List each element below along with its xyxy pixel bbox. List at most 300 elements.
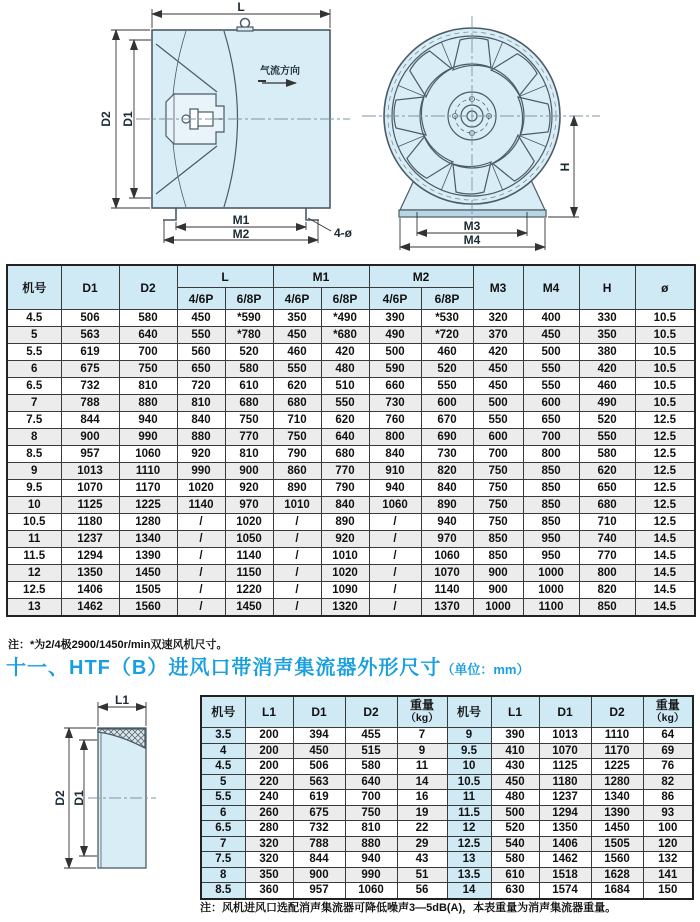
col-weight-right: 重量 （kg） bbox=[643, 696, 693, 728]
model-cell: 7 bbox=[201, 836, 245, 852]
value-cell: 1110 bbox=[591, 728, 643, 744]
value-cell: 12.5 bbox=[635, 480, 695, 497]
value-cell: 650 bbox=[177, 361, 225, 378]
value-cell: 610 bbox=[491, 867, 539, 883]
value-cell: 12 bbox=[447, 821, 491, 837]
collector-body bbox=[88, 728, 156, 868]
value-cell: 9.5 bbox=[447, 743, 491, 759]
value-cell: 840 bbox=[369, 446, 421, 463]
table-row bbox=[7, 446, 695, 463]
value-cell: 750 bbox=[473, 514, 523, 531]
value-cell: 550 bbox=[579, 429, 635, 446]
value-cell: 660 bbox=[369, 378, 421, 395]
value-cell: 100 bbox=[643, 821, 693, 837]
value-cell: 520 bbox=[421, 361, 473, 378]
col-h: H bbox=[579, 265, 635, 310]
model-cell: 12 bbox=[7, 565, 61, 582]
dim-L-label: L bbox=[237, 0, 245, 14]
value-cell: 1280 bbox=[591, 774, 643, 790]
value-cell: 920 bbox=[225, 480, 273, 497]
value-cell: 750 bbox=[473, 497, 523, 514]
value-cell: 320 bbox=[245, 852, 293, 868]
value-cell: 920 bbox=[177, 446, 225, 463]
value-cell: / bbox=[369, 531, 421, 548]
value-cell: 10.5 bbox=[635, 361, 695, 378]
value-cell: 840 bbox=[421, 480, 473, 497]
dim-D2-label-bottom: D2 bbox=[53, 790, 67, 806]
col-model-right: 机号 bbox=[447, 696, 491, 728]
value-cell: 260 bbox=[245, 805, 293, 821]
value-cell: 120 bbox=[643, 836, 693, 852]
value-cell: 1125 bbox=[61, 497, 119, 514]
value-cell: 1140 bbox=[177, 497, 225, 514]
value-cell: 1010 bbox=[321, 548, 369, 565]
value-cell: 710 bbox=[579, 514, 635, 531]
dim-H-label: H bbox=[558, 162, 572, 172]
value-cell: 1462 bbox=[61, 599, 119, 617]
dim-D1-label: D1 bbox=[121, 111, 135, 127]
model-cell: 10 bbox=[7, 497, 61, 514]
value-cell: / bbox=[177, 599, 225, 617]
value-cell: 11 bbox=[397, 759, 447, 775]
value-cell: 1170 bbox=[119, 480, 177, 497]
fan-technical-drawing bbox=[0, 0, 700, 262]
value-cell: 460 bbox=[579, 378, 635, 395]
value-cell: 910 bbox=[369, 463, 421, 480]
value-cell: / bbox=[369, 548, 421, 565]
value-cell: 390 bbox=[369, 310, 421, 327]
col-m1-68p: 6/8P bbox=[321, 288, 369, 310]
value-cell: 580 bbox=[345, 759, 397, 775]
value-cell: 1070 bbox=[421, 565, 473, 582]
value-cell: 1628 bbox=[591, 867, 643, 883]
value-cell: 1180 bbox=[539, 774, 591, 790]
value-cell: 82 bbox=[643, 774, 693, 790]
value-cell: 500 bbox=[523, 344, 579, 361]
value-cell: 12.5 bbox=[635, 429, 695, 446]
model-cell: 9.5 bbox=[7, 480, 61, 497]
model-cell: 5 bbox=[201, 774, 245, 790]
value-cell: 675 bbox=[293, 805, 345, 821]
value-cell: 1406 bbox=[61, 582, 119, 599]
value-cell: 14 bbox=[447, 883, 491, 899]
value-cell: / bbox=[273, 514, 321, 531]
value-cell: 880 bbox=[345, 836, 397, 852]
value-cell: 880 bbox=[177, 429, 225, 446]
value-cell: 240 bbox=[245, 790, 293, 806]
value-cell: 10.5 bbox=[635, 327, 695, 344]
value-cell: 550 bbox=[421, 378, 473, 395]
value-cell: 730 bbox=[369, 395, 421, 412]
value-cell: 1000 bbox=[473, 599, 523, 617]
dim-L1-label: L1 bbox=[114, 693, 130, 707]
value-cell: 700 bbox=[119, 344, 177, 361]
value-cell: 1505 bbox=[119, 582, 177, 599]
lifting-lug bbox=[237, 19, 253, 32]
table-row bbox=[201, 743, 693, 759]
value-cell: 450 bbox=[473, 378, 523, 395]
value-cell: 500 bbox=[473, 395, 523, 412]
value-cell: 450 bbox=[293, 743, 345, 759]
value-cell: 1320 bbox=[321, 599, 369, 617]
value-cell: 1370 bbox=[421, 599, 473, 617]
table-row bbox=[7, 361, 695, 378]
value-cell: 1518 bbox=[539, 867, 591, 883]
value-cell: 93 bbox=[643, 805, 693, 821]
value-cell: 620 bbox=[579, 463, 635, 480]
value-cell: 360 bbox=[245, 883, 293, 899]
value-cell: 1450 bbox=[225, 599, 273, 617]
table-row bbox=[201, 821, 693, 837]
value-cell: 890 bbox=[421, 497, 473, 514]
value-cell: 69 bbox=[643, 743, 693, 759]
value-cell: 850 bbox=[473, 548, 523, 565]
value-cell: 680 bbox=[321, 446, 369, 463]
col-model-left: 机号 bbox=[201, 696, 245, 728]
value-cell: 950 bbox=[523, 548, 579, 565]
value-cell: 12.5 bbox=[635, 412, 695, 429]
value-cell: 600 bbox=[421, 395, 473, 412]
value-cell: 750 bbox=[473, 480, 523, 497]
value-cell: 480 bbox=[491, 790, 539, 806]
value-cell: 500 bbox=[369, 344, 421, 361]
model-cell: 8.5 bbox=[201, 883, 245, 899]
value-cell: 12.5 bbox=[447, 836, 491, 852]
value-cell: 850 bbox=[523, 463, 579, 480]
dim-M3-label: M3 bbox=[463, 219, 481, 233]
table-row bbox=[201, 852, 693, 868]
dim-D1-label-bottom: D1 bbox=[72, 790, 86, 806]
col-phi: ø bbox=[635, 265, 695, 310]
value-cell: 280 bbox=[245, 821, 293, 837]
value-cell: 730 bbox=[421, 446, 473, 463]
value-cell: 732 bbox=[61, 378, 119, 395]
value-cell: 550 bbox=[321, 395, 369, 412]
value-cell: 1560 bbox=[119, 599, 177, 617]
value-cell: 14.5 bbox=[635, 599, 695, 617]
table-row bbox=[7, 429, 695, 446]
value-cell: 700 bbox=[473, 446, 523, 463]
value-cell: 460 bbox=[273, 344, 321, 361]
value-cell: 900 bbox=[473, 565, 523, 582]
value-cell: 710 bbox=[273, 412, 321, 429]
value-cell: 680 bbox=[579, 497, 635, 514]
value-cell: 840 bbox=[177, 412, 225, 429]
value-cell: 420 bbox=[473, 344, 523, 361]
value-cell: 940 bbox=[369, 480, 421, 497]
table-row bbox=[201, 728, 693, 744]
value-cell: 51 bbox=[397, 867, 447, 883]
value-cell: 750 bbox=[345, 805, 397, 821]
value-cell: 850 bbox=[473, 531, 523, 548]
value-cell: 1060 bbox=[421, 548, 473, 565]
value-cell: 550 bbox=[177, 327, 225, 344]
silencer-collector-drawing bbox=[30, 693, 200, 918]
value-cell: 430 bbox=[491, 759, 539, 775]
model-cell: 5.5 bbox=[201, 790, 245, 806]
value-cell: 12.5 bbox=[635, 514, 695, 531]
value-cell: 590 bbox=[369, 361, 421, 378]
value-cell: / bbox=[273, 531, 321, 548]
value-cell: 920 bbox=[321, 531, 369, 548]
model-cell: 6 bbox=[7, 361, 61, 378]
table-row bbox=[7, 480, 695, 497]
value-cell: 1450 bbox=[591, 821, 643, 837]
value-cell: 490 bbox=[579, 395, 635, 412]
value-cell: 1020 bbox=[321, 565, 369, 582]
value-cell: 515 bbox=[345, 743, 397, 759]
value-cell: 550 bbox=[523, 378, 579, 395]
value-cell: 800 bbox=[579, 565, 635, 582]
model-cell: 7 bbox=[7, 395, 61, 412]
col-m4: M4 bbox=[523, 265, 579, 310]
model-cell: 11.5 bbox=[7, 548, 61, 565]
value-cell: 1060 bbox=[369, 497, 421, 514]
value-cell: 550 bbox=[473, 412, 523, 429]
value-cell: 1340 bbox=[119, 531, 177, 548]
model-cell: 6.5 bbox=[7, 378, 61, 395]
value-cell: 1350 bbox=[61, 565, 119, 582]
value-cell: 1000 bbox=[523, 582, 579, 599]
model-cell: 8.5 bbox=[7, 446, 61, 463]
value-cell: 680 bbox=[273, 395, 321, 412]
col-l1-left: L1 bbox=[245, 696, 293, 728]
value-cell: 563 bbox=[61, 327, 119, 344]
value-cell: 810 bbox=[225, 446, 273, 463]
model-cell: 12.5 bbox=[7, 582, 61, 599]
value-cell: 450 bbox=[523, 327, 579, 344]
value-cell: 450 bbox=[273, 327, 321, 344]
value-cell: 900 bbox=[61, 429, 119, 446]
value-cell: 1060 bbox=[345, 883, 397, 899]
table-row bbox=[7, 514, 695, 531]
value-cell: 940 bbox=[119, 412, 177, 429]
value-cell: 1505 bbox=[591, 836, 643, 852]
col-m2-68p: 6/8P bbox=[421, 288, 473, 310]
value-cell: 610 bbox=[225, 378, 273, 395]
model-cell: 6 bbox=[201, 805, 245, 821]
table-row bbox=[7, 412, 695, 429]
value-cell: *490 bbox=[321, 310, 369, 327]
value-cell: 770 bbox=[579, 548, 635, 565]
value-cell: / bbox=[369, 565, 421, 582]
value-cell: 580 bbox=[225, 361, 273, 378]
model-cell: 13 bbox=[7, 599, 61, 617]
value-cell: 890 bbox=[321, 514, 369, 531]
fan-side-view bbox=[136, 19, 350, 221]
model-cell: 8 bbox=[201, 867, 245, 883]
value-cell: 840 bbox=[321, 497, 369, 514]
fan-front-view bbox=[362, 16, 600, 224]
model-cell: 5.5 bbox=[7, 344, 61, 361]
value-cell: 12.5 bbox=[635, 463, 695, 480]
value-cell: 450 bbox=[473, 361, 523, 378]
main-table-note: 注：*为2/4极2900/1450r/min双速风机尺寸。 bbox=[8, 639, 228, 651]
value-cell: / bbox=[177, 531, 225, 548]
value-cell: / bbox=[177, 548, 225, 565]
value-cell: 11 bbox=[447, 790, 491, 806]
value-cell: 132 bbox=[643, 852, 693, 868]
value-cell: 957 bbox=[61, 446, 119, 463]
value-cell: 1237 bbox=[539, 790, 591, 806]
value-cell: 790 bbox=[321, 480, 369, 497]
value-cell: 1340 bbox=[591, 790, 643, 806]
table-row bbox=[201, 867, 693, 883]
value-cell: 29 bbox=[397, 836, 447, 852]
value-cell: / bbox=[273, 599, 321, 617]
value-cell: 1390 bbox=[119, 548, 177, 565]
model-cell: 4.5 bbox=[201, 759, 245, 775]
table-row bbox=[7, 565, 695, 582]
holes-label: 4-ø bbox=[334, 226, 352, 240]
value-cell: 1140 bbox=[421, 582, 473, 599]
value-cell: 450 bbox=[491, 774, 539, 790]
value-cell: 330 bbox=[579, 310, 635, 327]
value-cell: 14.5 bbox=[635, 548, 695, 565]
value-cell: 670 bbox=[421, 412, 473, 429]
value-cell: 950 bbox=[523, 531, 579, 548]
value-cell: 19 bbox=[397, 805, 447, 821]
value-cell: / bbox=[369, 599, 421, 617]
value-cell: 619 bbox=[293, 790, 345, 806]
value-cell: 490 bbox=[369, 327, 421, 344]
col-m2-46p: 4/6P bbox=[369, 288, 421, 310]
table-row bbox=[7, 395, 695, 412]
table-row bbox=[201, 790, 693, 806]
value-cell: 1237 bbox=[61, 531, 119, 548]
value-cell: 820 bbox=[579, 582, 635, 599]
value-cell: 750 bbox=[225, 412, 273, 429]
value-cell: 890 bbox=[273, 480, 321, 497]
value-cell: 1294 bbox=[539, 805, 591, 821]
col-m3: M3 bbox=[473, 265, 523, 310]
model-cell: 9 bbox=[7, 463, 61, 480]
value-cell: 9 bbox=[397, 743, 447, 759]
value-cell: 350 bbox=[579, 327, 635, 344]
value-cell: 1280 bbox=[119, 514, 177, 531]
value-cell: 650 bbox=[523, 412, 579, 429]
value-cell: 788 bbox=[61, 395, 119, 412]
section-title-unit: （单位：mm） bbox=[441, 662, 530, 677]
col-l-68p: 6/8P bbox=[225, 288, 273, 310]
value-cell: 790 bbox=[273, 446, 321, 463]
dim-M2-label: M2 bbox=[232, 227, 250, 241]
value-cell: 680 bbox=[225, 395, 273, 412]
value-cell: 1220 bbox=[225, 582, 273, 599]
value-cell: 14.5 bbox=[635, 582, 695, 599]
value-cell: 1225 bbox=[591, 759, 643, 775]
value-cell: 1350 bbox=[539, 821, 591, 837]
section-title-text: 十一、HTF（B）进风口带消声集流器外形尺寸 bbox=[6, 657, 442, 679]
model-cell: 4 bbox=[201, 743, 245, 759]
value-cell: 760 bbox=[369, 412, 421, 429]
value-cell: 1150 bbox=[225, 565, 273, 582]
value-cell: 76 bbox=[643, 759, 693, 775]
col-d1-right: D1 bbox=[539, 696, 591, 728]
value-cell: 7 bbox=[397, 728, 447, 744]
model-cell: 6.5 bbox=[201, 821, 245, 837]
table-row bbox=[7, 463, 695, 480]
table-row bbox=[201, 759, 693, 775]
value-cell: 1390 bbox=[591, 805, 643, 821]
col-d1: D1 bbox=[61, 265, 119, 310]
table-row bbox=[7, 548, 695, 565]
value-cell: / bbox=[177, 565, 225, 582]
value-cell: 64 bbox=[643, 728, 693, 744]
value-cell: 14.5 bbox=[635, 531, 695, 548]
table-row bbox=[201, 774, 693, 790]
value-cell: 770 bbox=[321, 463, 369, 480]
value-cell: 420 bbox=[321, 344, 369, 361]
value-cell: 700 bbox=[523, 429, 579, 446]
value-cell: / bbox=[273, 565, 321, 582]
value-cell: 690 bbox=[421, 429, 473, 446]
value-cell: 540 bbox=[491, 836, 539, 852]
value-cell: 10.5 bbox=[635, 344, 695, 361]
value-cell: 1294 bbox=[61, 548, 119, 565]
value-cell: 1050 bbox=[225, 531, 273, 548]
dim-M1-label: M1 bbox=[232, 213, 250, 227]
value-cell: 580 bbox=[579, 446, 635, 463]
value-cell: 900 bbox=[225, 463, 273, 480]
value-cell: / bbox=[273, 582, 321, 599]
value-cell: 200 bbox=[245, 759, 293, 775]
value-cell: 480 bbox=[321, 361, 369, 378]
value-cell: 580 bbox=[491, 852, 539, 868]
bottom-table-note: 注：风机进风口选配消声集流器可降低噪声3—5dB(A)，本表重量为消声集流器重量。 bbox=[200, 902, 617, 914]
value-cell: 750 bbox=[473, 463, 523, 480]
value-cell: 1090 bbox=[321, 582, 369, 599]
value-cell: 141 bbox=[643, 867, 693, 883]
model-cell: 3.5 bbox=[201, 728, 245, 744]
value-cell: 880 bbox=[119, 395, 177, 412]
value-cell: 370 bbox=[473, 327, 523, 344]
value-cell: 220 bbox=[245, 774, 293, 790]
value-cell: 14 bbox=[397, 774, 447, 790]
section-title bbox=[6, 651, 529, 680]
value-cell: 1450 bbox=[119, 565, 177, 582]
value-cell: 700 bbox=[345, 790, 397, 806]
value-cell: 1013 bbox=[539, 728, 591, 744]
value-cell: 732 bbox=[293, 821, 345, 837]
value-cell: 22 bbox=[397, 821, 447, 837]
value-cell: 506 bbox=[61, 310, 119, 327]
value-cell: 844 bbox=[293, 852, 345, 868]
value-cell: 10.5 bbox=[447, 774, 491, 790]
value-cell: 1125 bbox=[539, 759, 591, 775]
value-cell: 43 bbox=[397, 852, 447, 868]
model-cell: 7.5 bbox=[201, 852, 245, 868]
col-d2: D2 bbox=[119, 265, 177, 310]
value-cell: *720 bbox=[421, 327, 473, 344]
value-cell: 1010 bbox=[273, 497, 321, 514]
value-cell: 9 bbox=[447, 728, 491, 744]
value-cell: / bbox=[177, 514, 225, 531]
col-model: 机号 bbox=[7, 265, 61, 310]
value-cell: 600 bbox=[473, 429, 523, 446]
value-cell: / bbox=[273, 548, 321, 565]
value-cell: 800 bbox=[369, 429, 421, 446]
value-cell: 1110 bbox=[119, 463, 177, 480]
value-cell: 990 bbox=[119, 429, 177, 446]
value-cell: 1574 bbox=[539, 883, 591, 899]
value-cell: 390 bbox=[491, 728, 539, 744]
value-cell: 970 bbox=[421, 531, 473, 548]
value-cell: 800 bbox=[523, 446, 579, 463]
value-cell: / bbox=[177, 582, 225, 599]
value-cell: 788 bbox=[293, 836, 345, 852]
col-d2-left: D2 bbox=[345, 696, 397, 728]
